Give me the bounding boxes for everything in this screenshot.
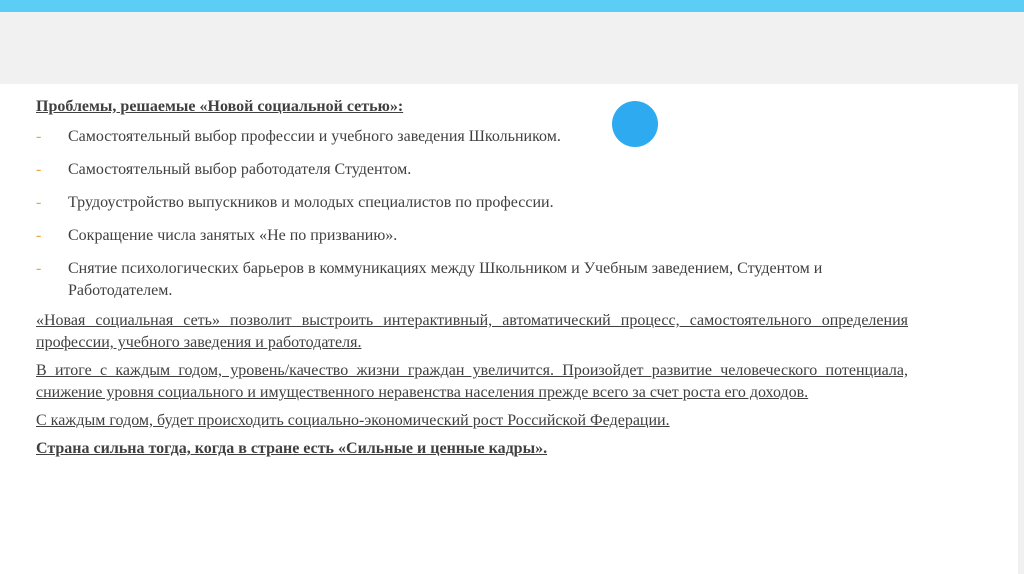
issue-text: Сокращение числа занятых «Не по призванию». (68, 227, 398, 244)
accent-circle (612, 101, 658, 147)
right-edge-band (1018, 12, 1024, 574)
top-accent-stripe (0, 0, 1024, 12)
conclusion-statement: Страна сильна тогда, когда в стране есть «Сильные и ценные кадры». (36, 440, 548, 457)
issues-list (36, 126, 908, 302)
issue-text: Снятие психологических барьеров в коммуникациях между Школьником и Учебным заведением, Студентом и Работодателем. (68, 260, 823, 299)
process-paragraph: «Новая социальная сеть» позволит выстроить интерактивный, автоматический процесс, самостоятельного определения профессии, учебного заведения и работодателя. (36, 312, 908, 351)
list-item (36, 192, 908, 214)
slide-body (36, 96, 908, 466)
growth-paragraph: С каждым годом, будет происходить социально-экономический рост Российской Федерации. (36, 412, 670, 429)
slide-heading: Проблемы, решаемые «Новой социальной сетью»: (36, 98, 404, 115)
slide-header-band (0, 12, 1024, 84)
issue-text: Самостоятельный выбор работодателя Студентом. (68, 161, 412, 178)
bullet-dash: - (36, 128, 42, 145)
bullet-dash: - (36, 260, 42, 277)
list-item (36, 258, 908, 302)
bullet-dash: - (36, 161, 42, 178)
issue-text: Трудоустройство выпускников и молодых специалистов по профессии. (68, 194, 554, 211)
bullet-dash: - (36, 194, 42, 211)
list-item (36, 126, 908, 148)
list-item (36, 225, 908, 247)
issue-text: Самостоятельный выбор профессии и учебного заведения Школьником. (68, 128, 561, 145)
outcome-paragraph: В итоге с каждым годом, уровень/качество жизни граждан увеличится. Произойдет развитие человеческого потенциала, снижение уровня социального и имущественного неравенства населения прежде всего за счет роста его доходов. (36, 362, 908, 401)
bullet-dash: - (36, 227, 42, 244)
list-item (36, 159, 908, 181)
